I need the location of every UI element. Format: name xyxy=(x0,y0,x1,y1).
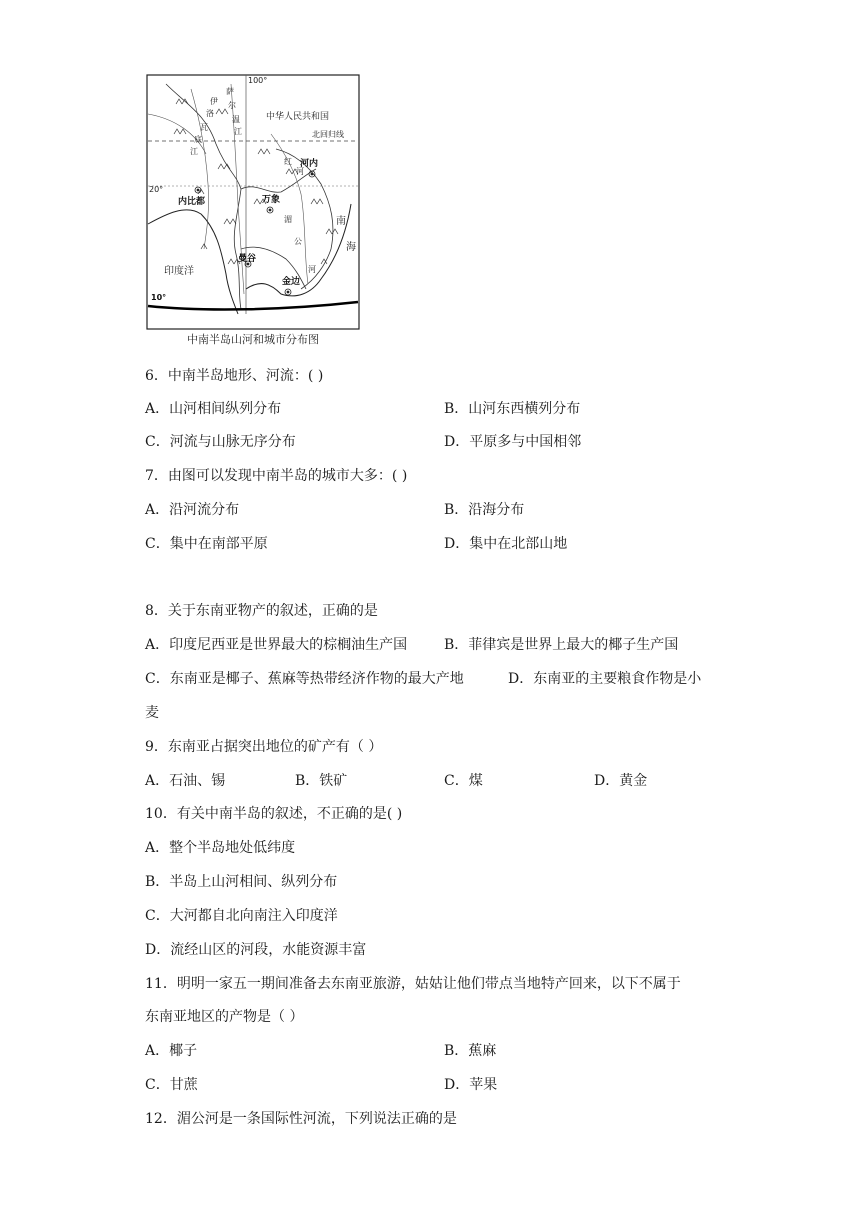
sea-label-1: 南 xyxy=(336,216,346,227)
lon100-label: 100° xyxy=(248,76,268,85)
q12-stem: 12．湄公河是一条国际性河流，下列说法正确的是 xyxy=(145,1111,457,1127)
q11-option-a[interactable]: A．椰子 xyxy=(145,1043,198,1059)
indochina-map xyxy=(146,74,360,330)
q7-option-c[interactable]: C．集中在南部平原 xyxy=(145,536,268,552)
river-irrawaddy-2: 洛 xyxy=(206,109,214,118)
river-river-label: 河 xyxy=(296,167,304,176)
q8-option-d[interactable]: D．东南亚的主要粮食作物是小 xyxy=(508,671,702,687)
q8-option-a[interactable]: A．印度尼西亚是世界最大的棕榈油生产国 xyxy=(145,637,408,653)
q10-stem: 10．有关中南半岛的叙述，不正确的是( ) xyxy=(145,806,403,822)
q7-option-b[interactable]: B．沿海分布 xyxy=(444,502,525,518)
q7-option-a[interactable]: A．沿河流分布 xyxy=(145,502,240,518)
city-vientiane: 万象 xyxy=(262,195,281,205)
river-red-label: 红 xyxy=(284,157,292,166)
q9-option-c[interactable]: C．煤 xyxy=(444,773,483,789)
river-irrawaddy-5: 江 xyxy=(190,147,198,156)
q11-option-c[interactable]: C．甘蔗 xyxy=(145,1077,198,1093)
q11-option-b[interactable]: B．蕉麻 xyxy=(444,1043,497,1059)
city-hanoi: 河内 xyxy=(300,159,319,169)
q6-option-a[interactable]: A．山河相间纵列分布 xyxy=(145,401,282,417)
q9-option-a[interactable]: A．石油、锡 xyxy=(145,773,226,789)
q10-option-d[interactable]: D．流经山区的河段，水能资源丰富 xyxy=(145,942,367,958)
city-bangkok: 曼谷 xyxy=(238,254,257,264)
river-salween-1: 萨 xyxy=(226,87,234,96)
river-mekong-1: 湄 xyxy=(284,215,292,224)
river-irrawaddy-4: 底 xyxy=(194,135,202,144)
river-irrawaddy-1: 伊 xyxy=(210,97,218,106)
q9-stem: 9．东南亚占据突出地位的矿产有（ ） xyxy=(145,739,383,755)
q10-option-b[interactable]: B．半岛上山河相间、纵列分布 xyxy=(145,874,338,890)
river-salween-2: 尔 xyxy=(228,101,236,110)
lat20-label: 20° xyxy=(149,185,164,194)
q10-option-c[interactable]: C．大河都自北向南注入印度洋 xyxy=(145,908,338,924)
indian-ocean-label: 印度洋 xyxy=(164,266,194,277)
city-phnompenh: 金边 xyxy=(282,277,301,287)
q9-option-b[interactable]: B．铁矿 xyxy=(295,773,348,789)
q8-option-d-wrap: 麦 xyxy=(145,705,159,721)
lat10-label: 10° xyxy=(151,293,167,302)
q8-option-c[interactable]: C．东南亚是椰子、蕉麻等热带经济作物的最大产地 xyxy=(145,671,464,687)
q6-stem: 6．中南半岛地形、河流：( ) xyxy=(145,368,324,384)
q8-stem: 8．关于东南亚物产的叙述，正确的是 xyxy=(145,603,378,619)
q7-stem: 7．由图可以发现中南半岛的城市大多：( ) xyxy=(145,468,408,484)
map-caption: 中南半岛山河和城市分布图 xyxy=(187,333,319,346)
china-label: 中华人民共和国 xyxy=(266,112,330,122)
river-irrawaddy-3: 瓦 xyxy=(200,123,208,132)
river-salween-3: 温 xyxy=(232,115,240,124)
q10-option-a[interactable]: A．整个半岛地处低纬度 xyxy=(145,840,296,856)
river-salween-4: 江 xyxy=(234,127,242,136)
q6-option-b[interactable]: B．山河东西横列分布 xyxy=(444,401,581,417)
q6-option-c[interactable]: C．河流与山脉无序分布 xyxy=(145,434,296,450)
q11-option-d[interactable]: D．苹果 xyxy=(444,1077,498,1093)
tropic-label: 北回归线 xyxy=(312,130,344,139)
sea-label-2: 海 xyxy=(346,242,356,253)
q11-stem: 11．明明一家五一期间准备去东南亚旅游，姑姑让他们带点当地特产回来，以下不属于 xyxy=(145,976,681,992)
q6-option-d[interactable]: D．平原多与中国相邻 xyxy=(444,434,582,450)
q7-option-d[interactable]: D．集中在北部山地 xyxy=(444,536,568,552)
city-naypyidaw: 内比都 xyxy=(178,197,206,207)
q11-stem-2: 东南亚地区的产物是（ ） xyxy=(145,1009,304,1025)
q8-option-b[interactable]: B．菲律宾是世界上最大的椰子生产国 xyxy=(444,637,679,653)
q9-option-d[interactable]: D．黄金 xyxy=(594,773,648,789)
river-mekong-2: 公 xyxy=(294,237,302,246)
river-mekong-3: 河 xyxy=(308,265,316,274)
